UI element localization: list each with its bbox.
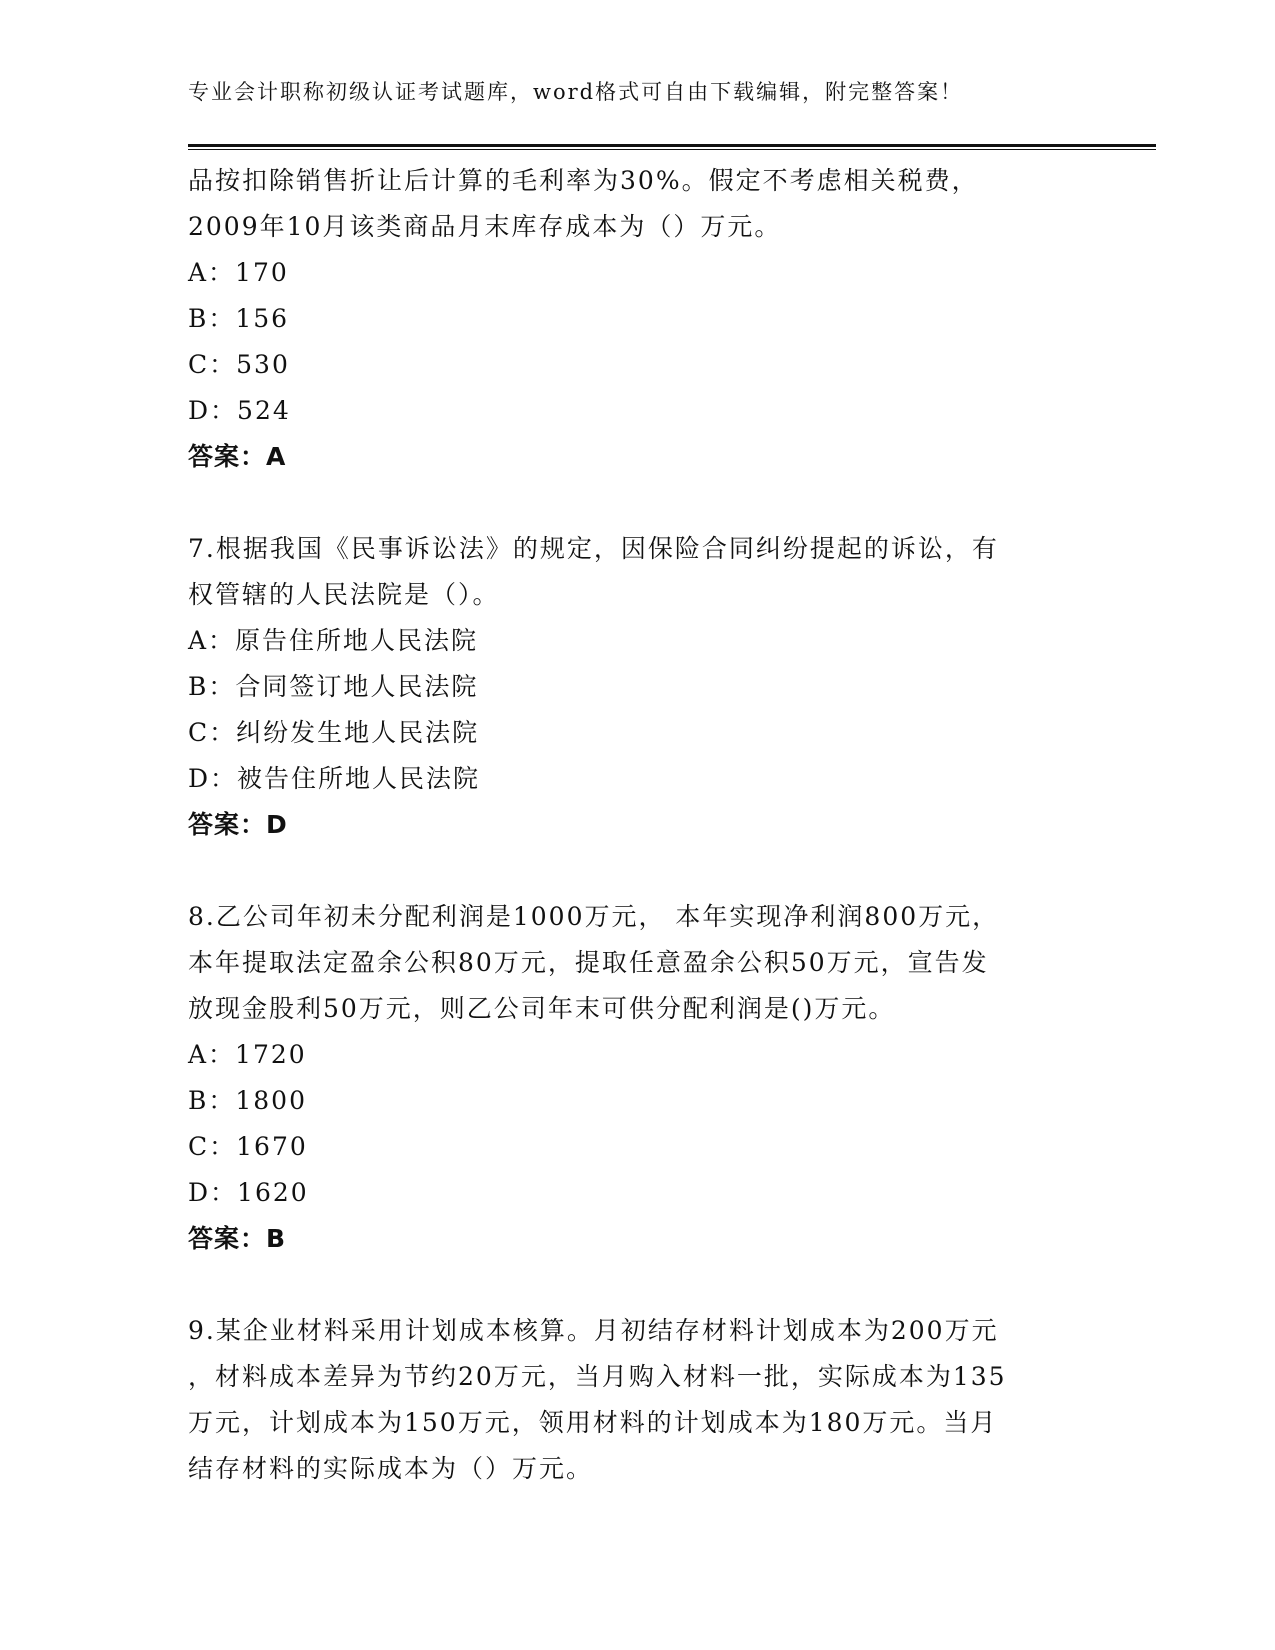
question-text-line: 9.某企业材料采用计划成本核算。月初结存材料计划成本为200万元 — [188, 1316, 999, 1345]
question-text-line: 万元，计划成本为150万元，领用材料的计划成本为180万元。当月 — [188, 1408, 998, 1437]
question-text-line: 2009年10月该类商品月末库存成本为（）万元。 — [188, 212, 782, 241]
option-d: D：1620 — [188, 1178, 309, 1207]
header-rule-thick — [188, 144, 1156, 147]
question-7 — [188, 526, 1088, 848]
option-a: A：170 — [188, 258, 289, 287]
page-header: 专业会计职称初级认证考试题库，word格式可自由下载编辑，附完整答案！ — [188, 80, 964, 104]
option-c: C：1670 — [188, 1132, 308, 1161]
option-a: A：1720 — [188, 1040, 307, 1069]
question-text-line: 8.乙公司年初未分配利润是1000万元， 本年实现净利润800万元， — [188, 902, 1000, 931]
option-d: D：被告住所地人民法院 — [188, 764, 481, 793]
option-d: D：524 — [188, 396, 291, 425]
option-b: B：合同签订地人民法院 — [188, 672, 479, 701]
answer-label: 答案：D — [188, 810, 288, 839]
question-6 — [188, 158, 1088, 480]
header-rule-thin — [188, 149, 1156, 150]
option-c: C：530 — [188, 350, 290, 379]
spacer — [188, 1262, 1088, 1308]
option-b: B：156 — [188, 304, 290, 333]
spacer — [188, 848, 1088, 894]
question-text-line: ，材料成本差异为节约20万元，当月购入材料一批，实际成本为135 — [188, 1362, 1007, 1391]
option-c: C：纠纷发生地人民法院 — [188, 718, 480, 747]
answer-label: 答案：B — [188, 1224, 287, 1253]
question-text-line: 放现金股利50万元，则乙公司年末可供分配利润是()万元。 — [188, 994, 896, 1023]
document-body — [188, 158, 1088, 1492]
question-text-line: 权管辖的人民法院是（）。 — [188, 580, 500, 609]
question-text-line: 结存材料的实际成本为（）万元。 — [188, 1454, 594, 1483]
spacer — [188, 480, 1088, 526]
question-9 — [188, 1308, 1088, 1492]
question-8 — [188, 894, 1088, 1262]
question-text-line: 7.根据我国《民事诉讼法》的规定，因保险合同纠纷提起的诉讼，有 — [188, 534, 999, 563]
answer-label: 答案：A — [188, 442, 287, 471]
option-a: A：原告住所地人民法院 — [188, 626, 479, 655]
question-text-line: 品按扣除销售折让后计算的毛利率为30%。假定不考虑相关税费， — [188, 166, 979, 195]
option-b: B：1800 — [188, 1086, 307, 1115]
question-text-line: 本年提取法定盈余公积80万元，提取任意盈余公积50万元，宣告发 — [188, 948, 989, 977]
